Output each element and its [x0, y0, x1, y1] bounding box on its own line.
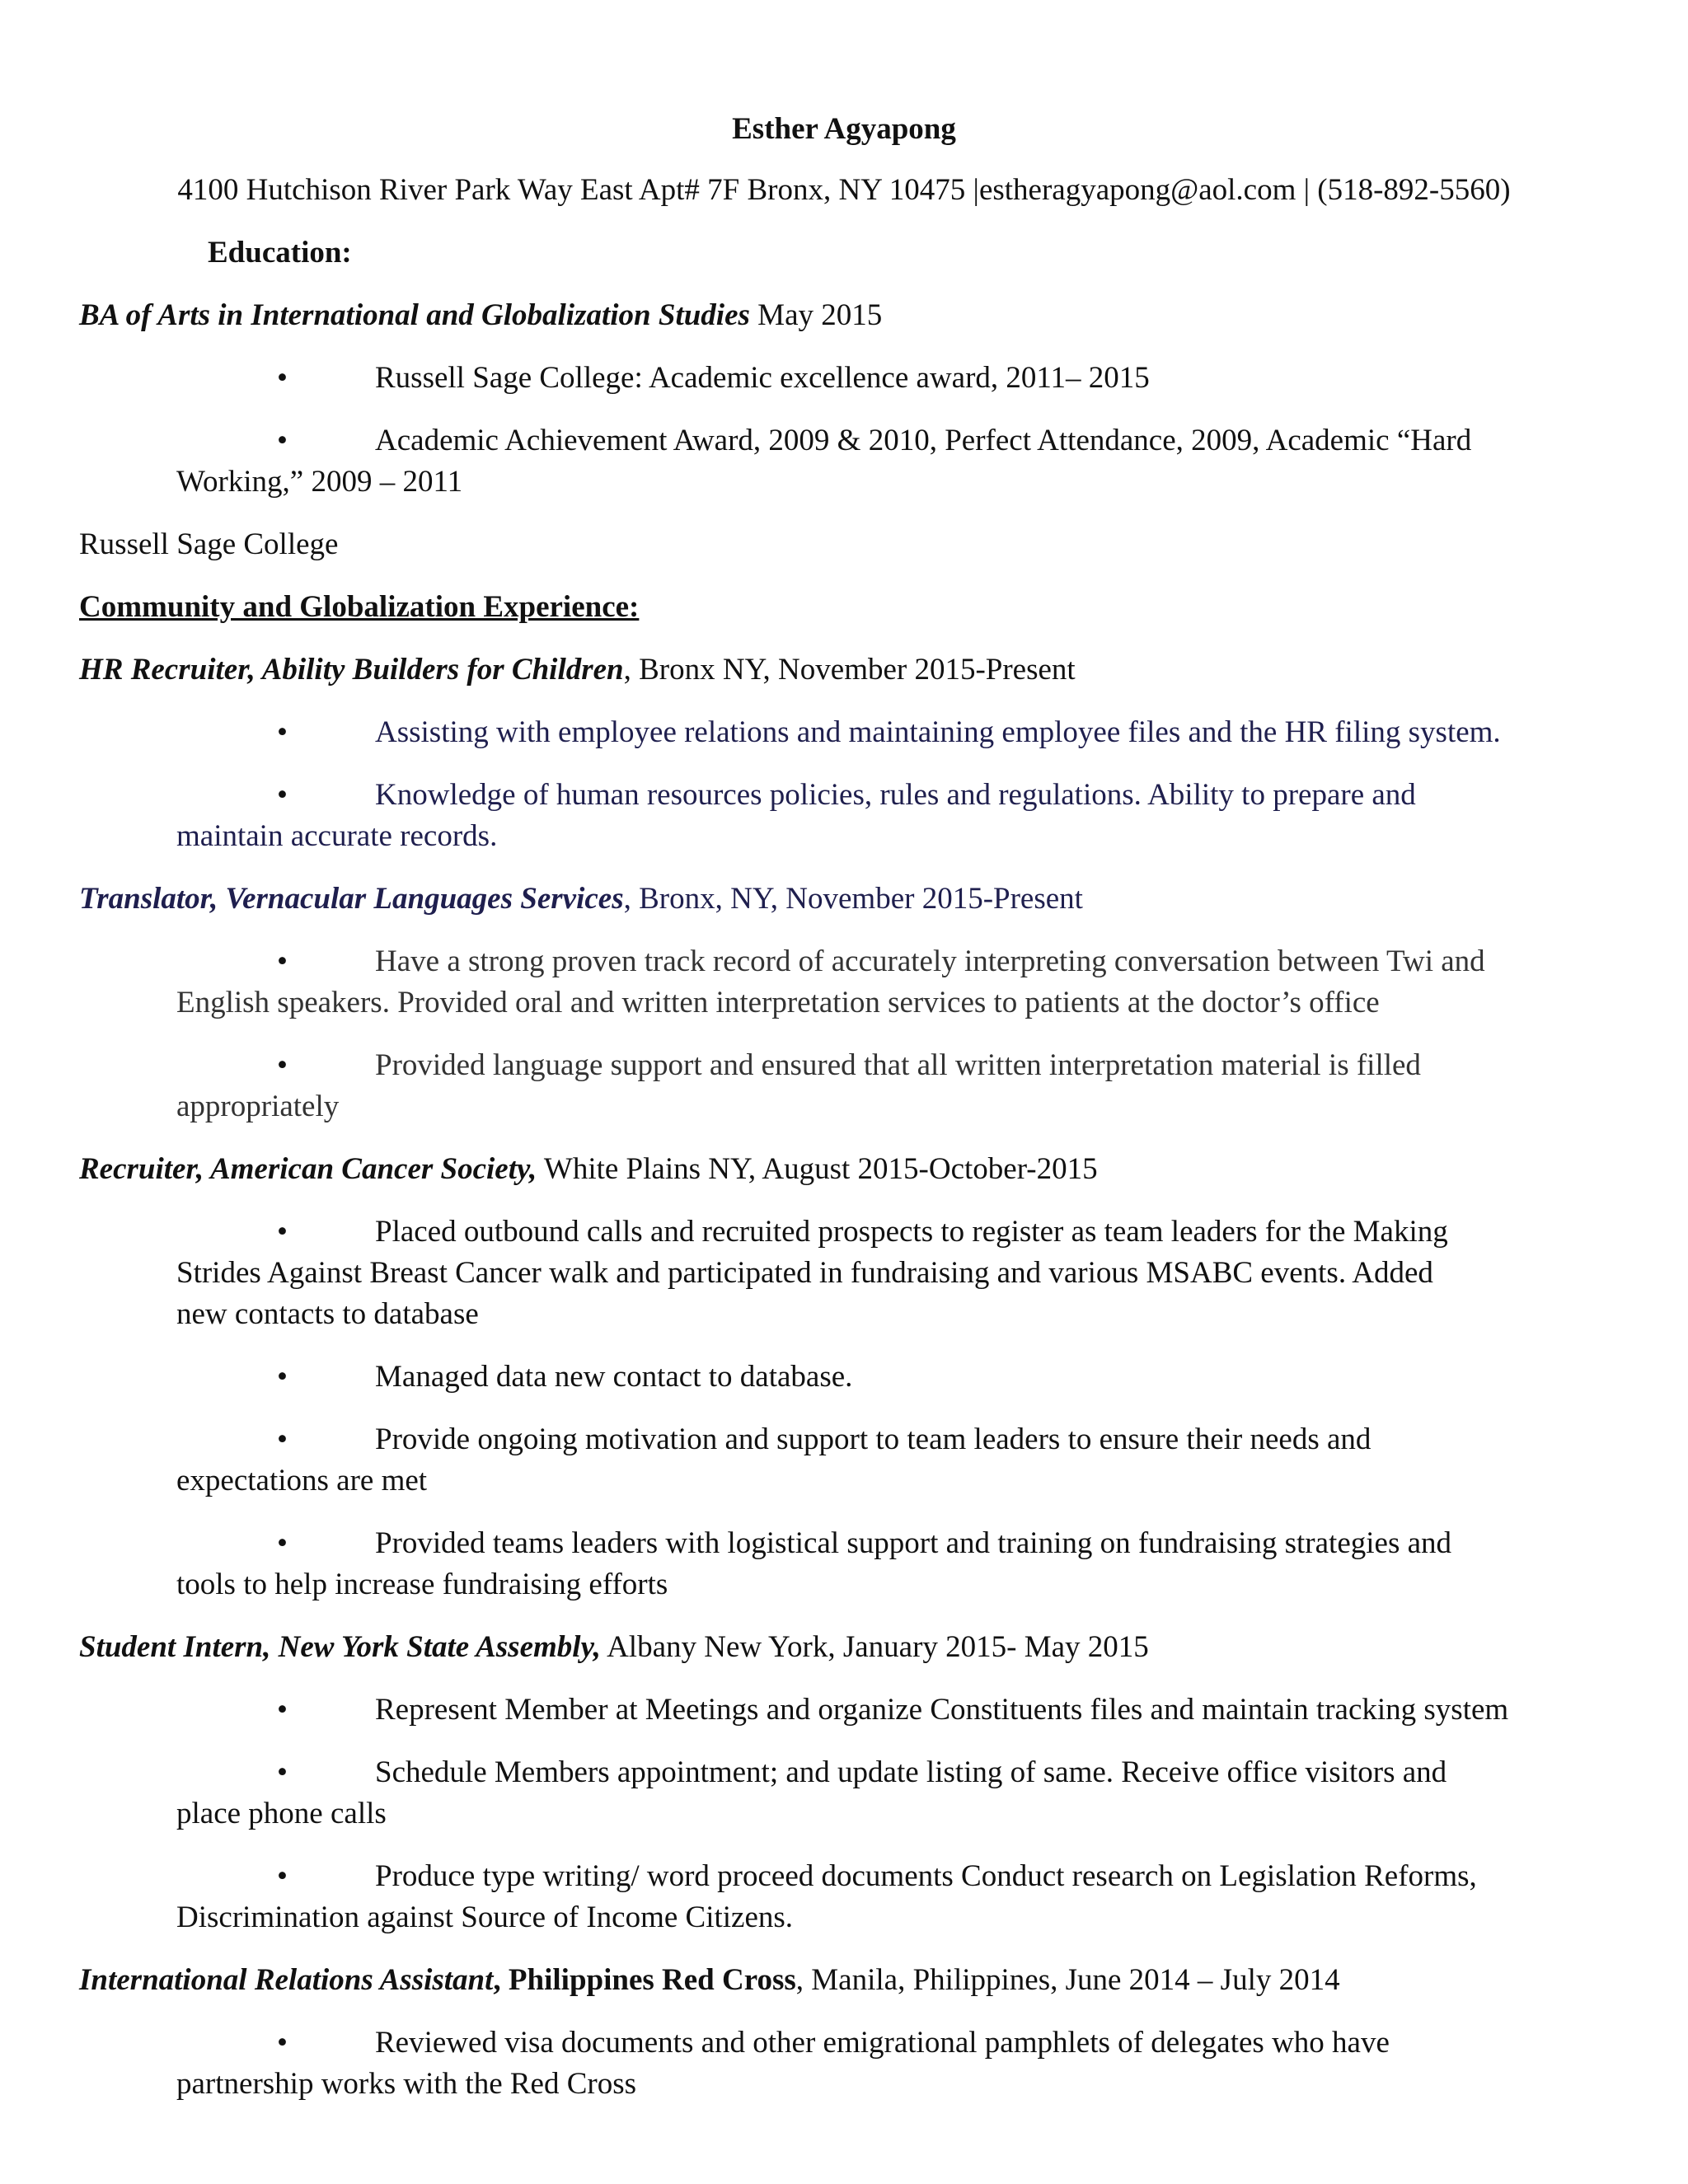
school-name: Russell Sage College	[79, 527, 339, 561]
job-bullet: Provided language support and ensured that all written interpretation material is filled	[375, 1048, 1421, 1082]
bullet-icon: •	[277, 361, 288, 395]
job-bullet: Have a strong proven track record of accurately interpreting conversation between Twi and	[375, 944, 1485, 978]
job-details: , Bronx NY, November 2015-Present	[623, 653, 1076, 687]
job-line	[79, 1960, 1340, 2001]
job-bullet: Managed data new contact to database.	[375, 1360, 853, 1394]
bullet-icon: •	[277, 1693, 288, 1727]
bullet-icon: •	[277, 778, 288, 812]
bullet-icon: •	[277, 944, 288, 978]
education-heading: Education:	[208, 236, 352, 269]
job-title: Recruiter, American Cancer Society,	[79, 1152, 537, 1186]
job-bullet: Assisting with employee relations and maintaining employee files and the HR filing system.	[375, 715, 1501, 749]
job-line	[79, 879, 1083, 920]
experience-heading: Community and Globalization Experience:	[79, 590, 640, 624]
job-bullet-continuation: English speakers. Provided oral and written interpretation services to patients at the doctor’s office	[176, 986, 1380, 1019]
job-bullet: Reviewed visa documents and other emigrational pamphlets of delegates who have	[375, 2026, 1390, 2060]
job-bullet: Schedule Members appointment; and update listing of same. Receive office visitors and	[375, 1755, 1447, 1789]
job-details: White Plains NY, August 2015-October-2015	[537, 1152, 1098, 1186]
job-title: Translator, Vernacular Languages Services	[79, 882, 624, 916]
job-line	[79, 649, 1076, 691]
job-details: , Manila, Philippines, June 2014 – July 2014	[795, 1963, 1340, 1997]
job-bullet: Provide ongoing motivation and support to team leaders to ensure their needs and	[375, 1422, 1372, 1456]
job-organization: , Philippines Red Cross	[493, 1963, 796, 1997]
bullet-icon: •	[277, 1360, 288, 1394]
job-bullet-continuation: new contacts to database	[176, 1297, 479, 1331]
job-line	[79, 1149, 1098, 1190]
bullet-icon: •	[277, 1422, 288, 1456]
education-bullet: Russell Sage College: Academic excellence award, 2011– 2015	[375, 361, 1150, 395]
job-bullet-continuation: place phone calls	[176, 1797, 387, 1830]
bullet-icon: •	[277, 1048, 288, 1082]
bullet-icon: •	[277, 1215, 288, 1249]
job-bullet: Produce type writing/ word proceed documents Conduct research on Legislation Reforms,	[375, 1859, 1477, 1893]
job-line	[79, 1627, 1149, 1668]
job-details: , Bronx, NY, November 2015-Present	[623, 882, 1083, 916]
degree-date: May 2015	[749, 298, 883, 332]
job-title: International Relations Assistant	[79, 1963, 494, 1997]
degree-title: BA of Arts in International and Globalization Studies	[79, 298, 750, 332]
job-details: Albany New York, January 2015- May 2015	[600, 1630, 1149, 1664]
job-bullet-continuation: expectations are met	[176, 1464, 428, 1497]
job-bullet: Placed outbound calls and recruited prospects to register as team leaders for the Making	[375, 1215, 1448, 1249]
resume-name: Esther Agyapong	[732, 112, 956, 146]
job-bullet: Represent Member at Meetings and organize Constituents files and maintain tracking system	[375, 1693, 1509, 1727]
contact-line: 4100 Hutchison River Park Way East Apt# 7F Bronx, NY 10475 |estheragyapong@aol.com | (518-892-5560)	[177, 173, 1511, 207]
job-bullet-continuation: tools to help increase fundraising efforts	[176, 1568, 668, 1601]
job-title: HR Recruiter, Ability Builders for Children	[79, 653, 624, 687]
job-bullet: Provided teams leaders with logistical support and training on fundraising strategies and	[375, 1526, 1452, 1560]
job-title: Student Intern, New York State Assembly,	[79, 1630, 601, 1664]
job-bullet-continuation: appropriately	[176, 1090, 340, 1123]
job-bullet-continuation: Discrimination against Source of Income Citizens.	[176, 1900, 794, 1934]
job-bullet: Knowledge of human resources policies, rules and regulations. Ability to prepare and	[375, 778, 1416, 812]
bullet-icon: •	[277, 1859, 288, 1893]
job-bullet-continuation: maintain accurate records.	[176, 819, 498, 853]
degree-line	[79, 295, 882, 336]
bullet-icon: •	[277, 1755, 288, 1789]
education-bullet: Academic Achievement Award, 2009 & 2010, Perfect Attendance, 2009, Academic “Hard	[375, 424, 1472, 457]
bullet-icon: •	[277, 424, 288, 457]
bullet-icon: •	[277, 715, 288, 749]
bullet-icon: •	[277, 1526, 288, 1560]
job-bullet-continuation: Strides Against Breast Cancer walk and participated in fundraising and various MSABC events. Added	[176, 1256, 1433, 1290]
education-bullet-continuation: Working,” 2009 – 2011	[176, 465, 463, 499]
job-bullet-continuation: partnership works with the Red Cross	[176, 2067, 637, 2101]
bullet-icon: •	[277, 2026, 288, 2060]
